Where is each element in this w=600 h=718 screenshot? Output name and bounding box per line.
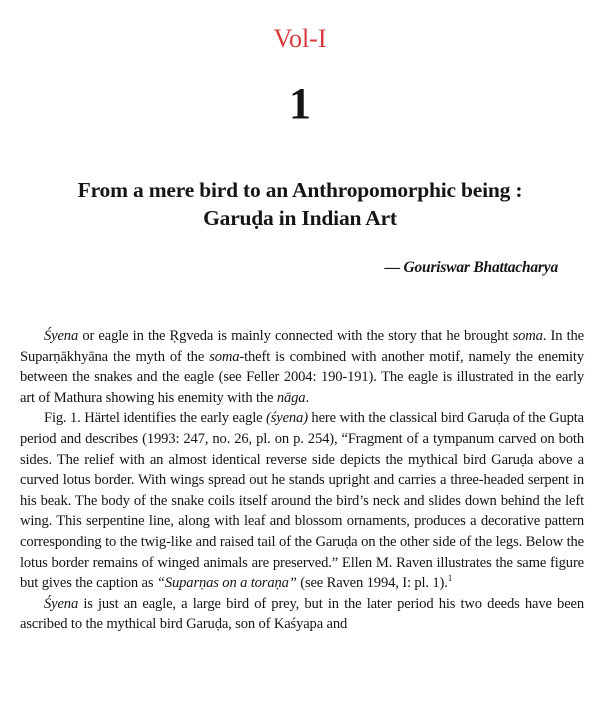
paragraph-2-text-b: here with the classical bird Garuḍa of the Gupta period and describes (1993: 247, no. 26, pl. on p. 254), “Fragment of a tympanum carved on both sides. The relief with an almost identical reverse side depicts the mythical bird Garuḍa above a curved lotus border. With wings spread out he stands upright and carries a three-headed serpent in his beak. The body of the snake coils itself around the bird’s neck and slides down behind the left wing. This serpentine line, along with leaf and blossom ornaments, produces a decorative pattern corresponding to the twig-like and raised tail of the Garuḍa on the other side of the legs. Below the lotus border remains of winged animals are preserved.” Ellen M. Raven illustrates the same figure but gives the caption as <box>20 410 584 592</box>
paragraph-3-text: is just an eagle, a large bird of prey, but in the later period his two deeds have been ascribed to the mythical bird Garuḍa, son of Kaśyapa and <box>20 595 584 633</box>
chapter-number: 1 <box>289 79 311 128</box>
paragraph-1-text-a: or eagle in the Ṛgveda is mainly connected with the story that he brought <box>78 328 513 344</box>
paragraph-1-text-d: . <box>305 389 309 406</box>
paragraph-1 <box>20 326 584 408</box>
paragraph-1-text-b: . In the Suparṇākhyāna the myth of the <box>20 328 584 365</box>
article-title-line-2: Garuḍa in Indian Art <box>203 206 397 230</box>
term-syena: Śyena <box>44 328 79 344</box>
caption-quote: “Suparṇas on a toraṇa” <box>156 575 297 592</box>
paragraph-2 <box>20 408 584 593</box>
footnote-marker[interactable]: 1 <box>447 573 453 584</box>
article-title-line-1: From a mere bird to an Anthropomorphic being : <box>77 178 523 202</box>
term-soma-2: soma <box>209 348 240 365</box>
term-naga: nāga <box>276 389 306 406</box>
paragraph-1-text-c: -theft is combined with another motif, namely the enemity between the snakes and the eagle (see Feller 2004: 190-191). The eagle is illustrated in the early art of Mathura showing his enemity with the <box>20 348 584 406</box>
article-body <box>20 326 584 635</box>
article-title <box>20 176 580 232</box>
term-syena-3: Śyena <box>44 595 79 612</box>
article-author: — Gouriswar Bhattacharya <box>384 259 558 276</box>
volume-label: Vol-I <box>273 24 327 53</box>
paragraph-2-text-a: Fig. 1. Härtel identifies the early eagle <box>44 410 266 427</box>
term-soma: soma <box>512 328 543 344</box>
term-syena-2: (śyena) <box>266 410 308 427</box>
paragraph-2-text-c: (see Raven 1994, I: pl. 1). <box>296 575 448 592</box>
paragraph-3 <box>20 594 584 635</box>
